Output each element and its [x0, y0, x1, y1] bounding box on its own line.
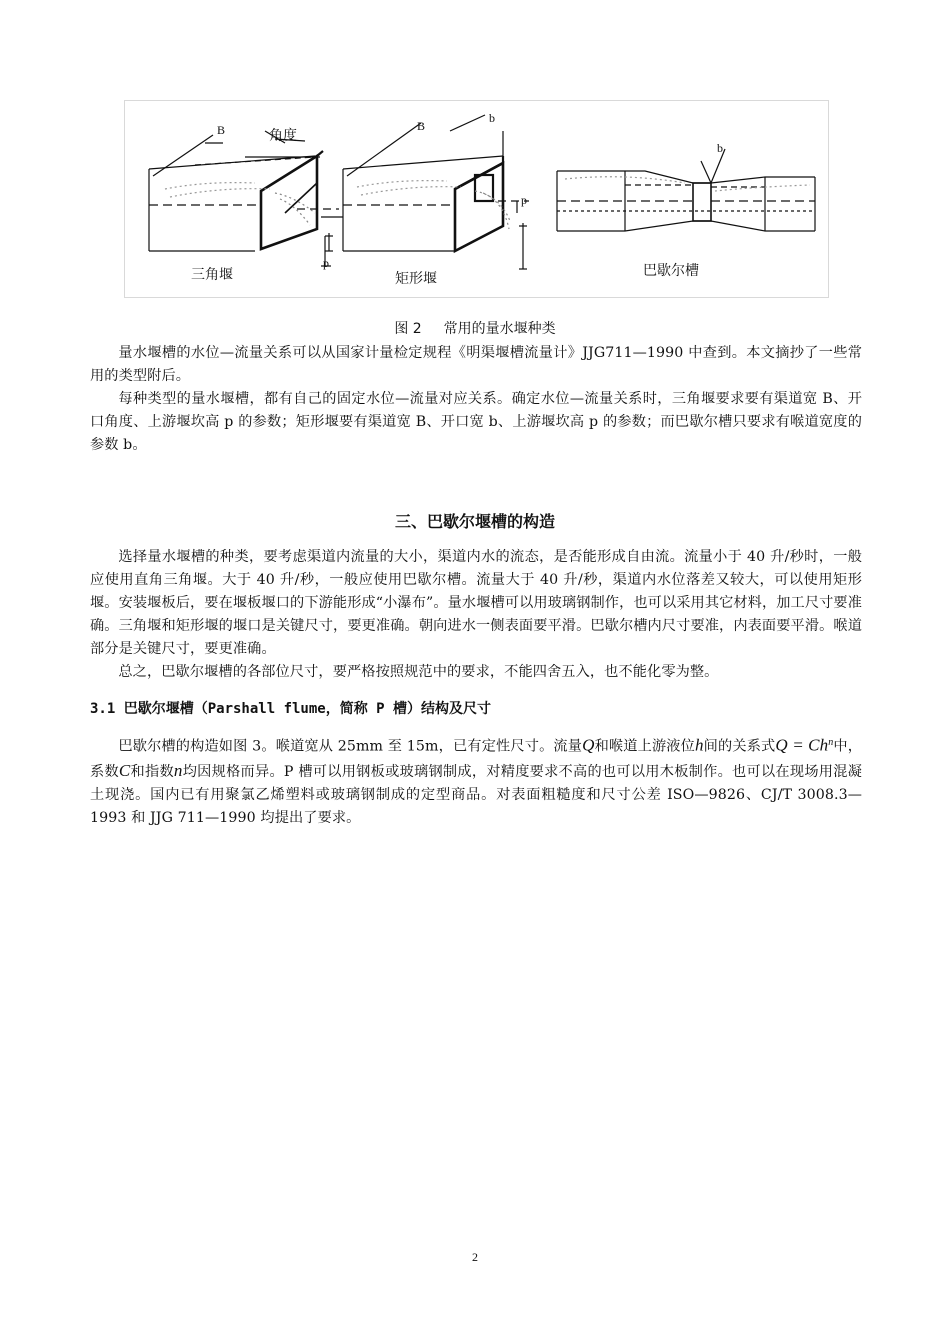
page-number: 2 [472, 1250, 478, 1264]
figure-caption-text: 常用的量水堰种类 [443, 321, 556, 337]
text-run: 间的关系式 [703, 738, 776, 755]
parshall-flume-label: 巴歇尔槽 [643, 263, 699, 279]
math-C: C [118, 760, 131, 780]
triangle-weir-label: 三角堰 [191, 267, 233, 283]
triangle-p-label: p [323, 256, 329, 270]
paragraph-weir-parameters: 每种类型的量水堰槽，都有自己的固定水位—流量对应关系。确定水位—流量关系时，三角堰要求要有渠道宽 B、开口角度、上游堰坎高 p 的参数；矩形堰要有渠道宽 B、开口宽 b、上游堰坎高 p 的参数；而巴歇尔槽只要求有喉道宽度的参数 b。 [90, 391, 862, 453]
parshall-throat-label: b [717, 141, 723, 155]
weir-types-figure [124, 100, 829, 298]
math-h: h [695, 735, 704, 755]
formula: Q = Ch [775, 735, 829, 755]
math-Q: Q [582, 735, 595, 755]
triangle-width-label: B [217, 123, 226, 137]
rectangle-weir-drawing [343, 115, 529, 269]
rectangle-weir-label: 矩形堰 [395, 271, 437, 287]
triangle-angle-label: 角度 [269, 128, 297, 144]
subsection-title: 3.1 巴歇尔堰槽（Parshall flume，简称 P 槽）结构及尺寸 [90, 701, 492, 717]
paragraph-dimension-rule: 总之，巴歇尔堰槽的各部位尺寸，要严格按照规范中的要求，不能四舍五入，也不能化零为整。 [118, 664, 719, 680]
figure-caption-number: 图 2 [394, 321, 422, 337]
text-run: 和指数 [130, 763, 174, 780]
text-run: 均因规格而异。P 槽可以用钢板或玻璃钢制成，对精度要求不高的也可以用木板制作。也可以在现场用混凝土现浇。国内已有用聚氯乙烯塑料或玻璃钢制成的定型商品。对表面粗糙度和尺寸公差 ISO—9826、CJ/T 3008.3—1993 和 JJG 711—1990 均提出了要求。 [90, 763, 862, 826]
text-run: 巴歇尔槽的构造如图 3。喉道宽从 25mm 至 15m，已有定性尺寸。流量 [118, 738, 583, 755]
formula-exponent: n [828, 737, 834, 748]
triangle-weir-drawing [149, 131, 343, 251]
rectangle-opening-label: b [489, 111, 495, 125]
paragraph-rating-source: 量水堰槽的水位—流量关系可以从国家计量检定规程《明渠堰槽流量计》JJG711—1990 中查到。本文摘抄了一些常用的类型附后。 [90, 345, 862, 384]
paragraph-weir-selection: 选择量水堰槽的种类，要考虑渠道内流量的大小，渠道内水的流态，是否能形成自由流。流量小于 40 升/秒时，一般应使用直角三角堰。大于 40 升/秒，一般应使用巴歇尔槽。流量大于 40 升/秒，渠道内水位落差又较大，可以使用矩形堰。安装堰板后，要在堰板堰口的下游能形成“小瀑布”。量水堰槽可以用玻璃钢制作，也可以采用其它材料，加工尺寸要准确。三角堰和矩形堰的堰口是关键尺寸，要更准确。朝向进水一侧表面要平滑。巴歇尔槽内尺寸要准，内表面要平滑。喉道部分是关键尺寸，要更准确。 [90, 549, 862, 657]
paragraph-parshall-construction [90, 731, 862, 830]
rectangle-p-label: p [521, 193, 527, 207]
figure-caption [0, 318, 950, 338]
section-title: 三、巴歇尔堰槽的构造 [394, 512, 555, 531]
text-run: 中，系数 [90, 738, 863, 780]
parshall-flume-drawing [557, 149, 815, 231]
text-run: 和喉道上游液位 [594, 738, 695, 755]
rectangle-width-label: B [417, 119, 426, 133]
math-n: n [173, 760, 183, 780]
